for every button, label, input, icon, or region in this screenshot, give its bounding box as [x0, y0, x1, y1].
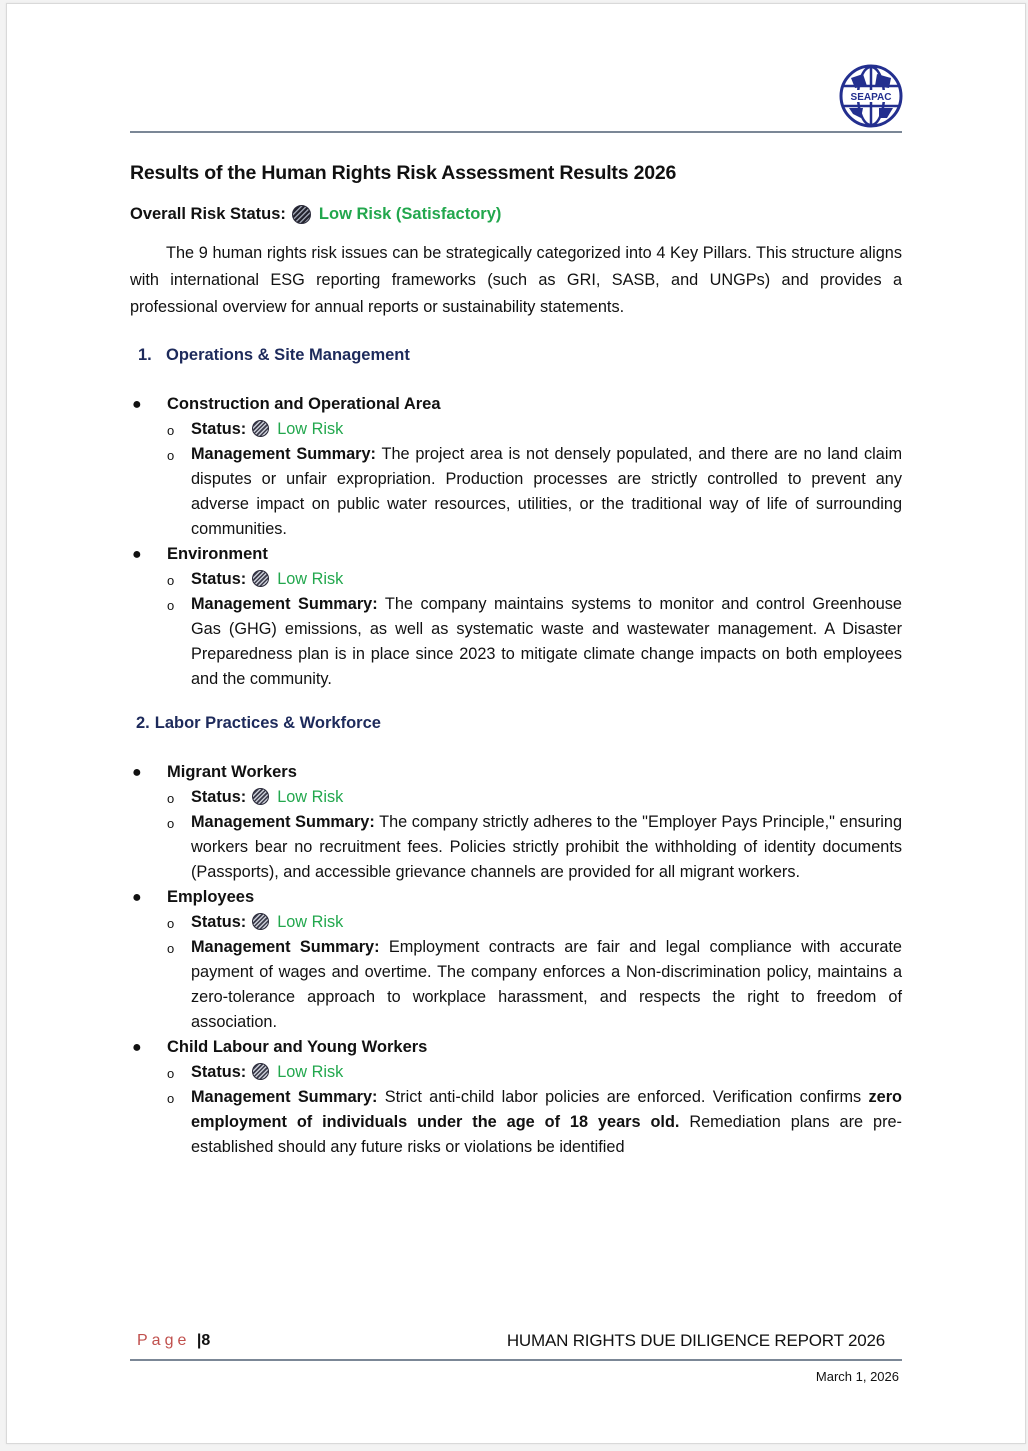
- hollow-bullet-icon: o: [167, 1091, 175, 1106]
- status-line: [167, 417, 902, 442]
- risk-item-title: Child Labour and Young Workers: [167, 1038, 428, 1056]
- risk-item: [130, 542, 902, 692]
- summary-line: [167, 935, 902, 1035]
- hollow-bullet-icon: o: [167, 941, 175, 956]
- risk-item-title: Construction and Operational Area: [167, 395, 441, 413]
- pillar-number: 1.: [138, 346, 152, 364]
- pillar-title: Labor Practices & Workforce: [154, 714, 381, 732]
- seapac-logo-icon: [839, 64, 903, 128]
- summary-line: [167, 592, 902, 692]
- status-label: Status:: [191, 1063, 247, 1081]
- status-value: Low Risk: [277, 570, 344, 588]
- risk-item: [130, 1035, 902, 1160]
- overall-risk-label: Overall Risk Status:: [130, 205, 286, 223]
- page-separator: |: [196, 1332, 202, 1349]
- status-line: [167, 910, 902, 935]
- summary-text-post: Remediation plans are pre-established should any future risks or violations be identified: [191, 1113, 902, 1156]
- status-line: [167, 785, 902, 810]
- summary-text-pre: Strict anti-child labor policies are enforced. Verification confirms: [384, 1088, 869, 1106]
- hatched-circle-icon: [292, 205, 311, 224]
- hollow-bullet-icon: o: [167, 1066, 175, 1081]
- overall-risk-status: [130, 205, 902, 224]
- risk-item-title: Migrant Workers: [167, 763, 297, 781]
- status-label: Status:: [191, 420, 247, 438]
- status-label: Status:: [191, 570, 247, 588]
- summary-text: Employment contracts are fair and legal compliance with accurate payment of wages and overtime. The company enforces a Non-discrimination policy, maintains a zero-tolerance approach to workplace harassment, and respects the right to freedom of association.: [191, 938, 902, 1031]
- hatched-circle-icon: [252, 570, 269, 587]
- hatched-circle-icon: [252, 788, 269, 805]
- summary-label: Management Summary:: [191, 1088, 378, 1106]
- footer-report-title: HUMAN RIGHTS DUE DILIGENCE REPORT 2026: [506, 1331, 885, 1350]
- hollow-bullet-icon: o: [167, 423, 175, 438]
- bullet-icon: ●: [132, 889, 142, 906]
- page-number-value: 8: [201, 1332, 211, 1349]
- status-line: [167, 567, 902, 592]
- summary-text-emphasis: zero employment of individuals under the age of 18 years old.: [191, 1088, 902, 1131]
- risk-item-title: Employees: [167, 888, 255, 906]
- bullet-icon: ●: [132, 396, 142, 413]
- hollow-bullet-icon: o: [167, 791, 175, 806]
- svg-text:SEAPAC: SEAPAC: [850, 92, 892, 103]
- page-word: Page: [137, 1332, 191, 1349]
- status-value: Low Risk: [277, 420, 344, 438]
- bullet-icon: ●: [132, 764, 142, 781]
- hollow-bullet-icon: o: [167, 916, 175, 931]
- hollow-bullet-icon: o: [167, 598, 175, 613]
- hatched-circle-icon: [252, 1063, 269, 1080]
- risk-item: [130, 885, 902, 1035]
- hollow-bullet-icon: o: [167, 816, 175, 831]
- bullet-icon: ●: [132, 1039, 142, 1056]
- hatched-circle-icon: [252, 913, 269, 930]
- pillar-title: Operations & Site Management: [166, 346, 410, 364]
- status-label: Status:: [191, 913, 247, 931]
- page-number: [137, 1332, 210, 1350]
- page-content: [130, 154, 902, 1160]
- summary-text: The company strictly adheres to the "Employer Pays Principle," ensuring workers bear no recruitment fees. Policies strictly prohibit the withholding of identity documents (Passports), and accessible grievance channels are provided for all migrant workers.: [191, 813, 902, 881]
- footer-rule: [130, 1359, 902, 1361]
- summary-label: Management Summary:: [191, 813, 375, 831]
- header-rule: [130, 131, 902, 133]
- hatched-circle-icon: [252, 420, 269, 437]
- summary-label: Management Summary:: [191, 595, 378, 613]
- status-label: Status:: [191, 788, 247, 806]
- page-title: Results of the Human Rights Risk Assessment Results 2026: [130, 162, 677, 184]
- summary-text: The project area is not densely populated, and there are no land claim disputes or unfair expropriation. Production processes are strictly controlled to prevent any adverse impact on public water resources, utilities, or the traditional way of life of surrounding communities.: [191, 445, 903, 538]
- summary-label: Management Summary:: [191, 445, 376, 463]
- status-value: Low Risk: [277, 913, 344, 931]
- hollow-bullet-icon: o: [167, 573, 175, 588]
- risk-item: [130, 392, 902, 542]
- summary-text: The company maintains systems to monitor and control Greenhouse Gas (GHG) emissions, as well as systematic waste and wastewater management. A Disaster Preparedness plan is in place since 2023 to mitigate climate change impacts on both employees and the community.: [191, 595, 902, 688]
- summary-line: [167, 810, 902, 885]
- summary-label: Management Summary:: [191, 938, 380, 956]
- pillar-items: [130, 392, 902, 692]
- pillar-items: [130, 760, 902, 1160]
- summary-line: [167, 442, 902, 542]
- pillar-heading: [130, 714, 902, 733]
- footer-date: March 1, 2026: [815, 1369, 899, 1384]
- intro-paragraph: The 9 human rights risk issues can be strategically categorized into 4 Key Pillars. This structure aligns with international ESG reporting frameworks (such as GRI, SASB, and UNGPs) and provides a professional overview for annual reports or sustainability statements.: [130, 244, 902, 316]
- bullet-icon: ●: [132, 546, 142, 563]
- status-value: Low Risk: [277, 788, 344, 806]
- summary-line: [167, 1085, 902, 1160]
- document-page: [6, 3, 1026, 1444]
- risk-item-title: Environment: [167, 545, 268, 563]
- pillar-number: 2.: [136, 714, 150, 732]
- hollow-bullet-icon: o: [167, 448, 175, 463]
- overall-risk-value: Low Risk (Satisfactory): [318, 205, 502, 223]
- status-value: Low Risk: [277, 1063, 344, 1081]
- status-line: [167, 1060, 902, 1085]
- pillar-heading: [130, 346, 902, 365]
- risk-item: [130, 760, 902, 885]
